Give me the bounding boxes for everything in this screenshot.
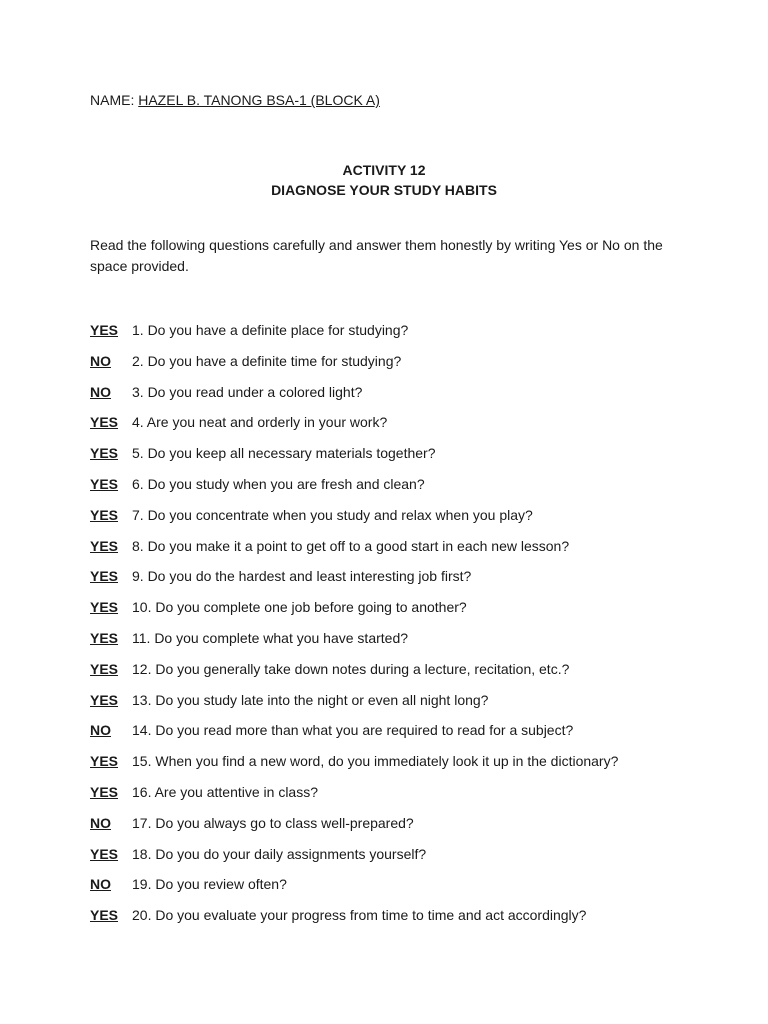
question-item [90,412,730,443]
answer: NO [90,814,111,831]
question-item [90,351,730,382]
answer: YES [90,907,119,924]
question-text: 12. Do you generally take down notes during a lecture, recitation, etc.? [132,660,570,677]
question-text: 1. Do you have a definite place for studying? [132,322,409,338]
answer: NO [90,876,111,893]
answer: YES [90,660,119,677]
answer: YES [90,568,119,585]
answer: YES [90,322,119,338]
question-text: 18. Do you do your daily assignments yourself? [132,845,427,862]
answer: YES [90,629,119,646]
answer: YES [90,475,119,492]
question-item [90,874,730,905]
question-item [90,443,730,474]
answer: YES [90,753,119,770]
question-item [90,474,730,505]
answer: YES [90,845,119,862]
question-text: 13. Do you study late into the night or even all night long? [132,691,489,708]
question-item [90,905,730,936]
question-text: 17. Do you always go to class well-prepared? [132,814,414,831]
name-line [90,92,380,108]
question-text: 5. Do you keep all necessary materials together? [132,445,436,462]
question-item [90,659,730,690]
question-item [90,536,730,567]
question-text: 8. Do you make it a point to get off to a good start in each new lesson? [132,537,570,554]
question-item [90,720,730,751]
answer: NO [90,722,111,739]
question-item [90,505,730,536]
question-text: 2. Do you have a definite time for studying? [132,352,402,369]
answer: YES [90,506,119,523]
question-text: 7. Do you concentrate when you study and relax when you play? [132,506,533,523]
question-list [90,320,730,936]
question-text: 11. Do you complete what you have started? [132,629,409,646]
question-text: 20. Do you evaluate your progress from time to time and act accordingly? [132,907,587,924]
question-text: 10. Do you complete one job before going to another? [132,599,467,616]
question-text: 19. Do you review often? [132,876,287,893]
instructions: Read the following questions carefully and answer them honestly by writing Yes or No on the space provided. [90,237,663,274]
question-text: 16. Are you attentive in class? [132,783,318,800]
question-text: 3. Do you read under a colored light? [132,383,363,400]
question-item [90,628,730,659]
answer: YES [90,537,119,554]
name-label: NAME: [90,92,135,108]
question-item [90,690,730,721]
question-item [90,844,730,875]
answer: YES [90,783,119,800]
activity-number: ACTIVITY 12 [342,162,426,178]
question-text: 14. Do you read more than what you are required to read for a subject? [132,722,574,739]
answer: NO [90,383,111,400]
question-text: 6. Do you study when you are fresh and clean? [132,475,425,492]
name-value: HAZEL B. TANONG BSA-1 (BLOCK A) [138,92,380,108]
question-item [90,751,730,782]
answer: YES [90,445,119,462]
question-item [90,320,730,351]
answer: YES [90,599,119,616]
question-item [90,597,730,628]
question-item [90,813,730,844]
answer: YES [90,691,119,708]
activity-title: DIAGNOSE YOUR STUDY HABITS [271,182,497,198]
answer: YES [90,414,119,431]
answer: NO [90,352,111,369]
question-text: 15. When you find a new word, do you immediately look it up in the dictionary? [132,753,619,770]
question-text: 4. Are you neat and orderly in your work? [132,414,388,431]
question-text: 9. Do you do the hardest and least interesting job first? [132,568,472,585]
question-item [90,566,730,597]
question-item [90,382,730,413]
document-title [0,160,768,200]
question-item [90,782,730,813]
